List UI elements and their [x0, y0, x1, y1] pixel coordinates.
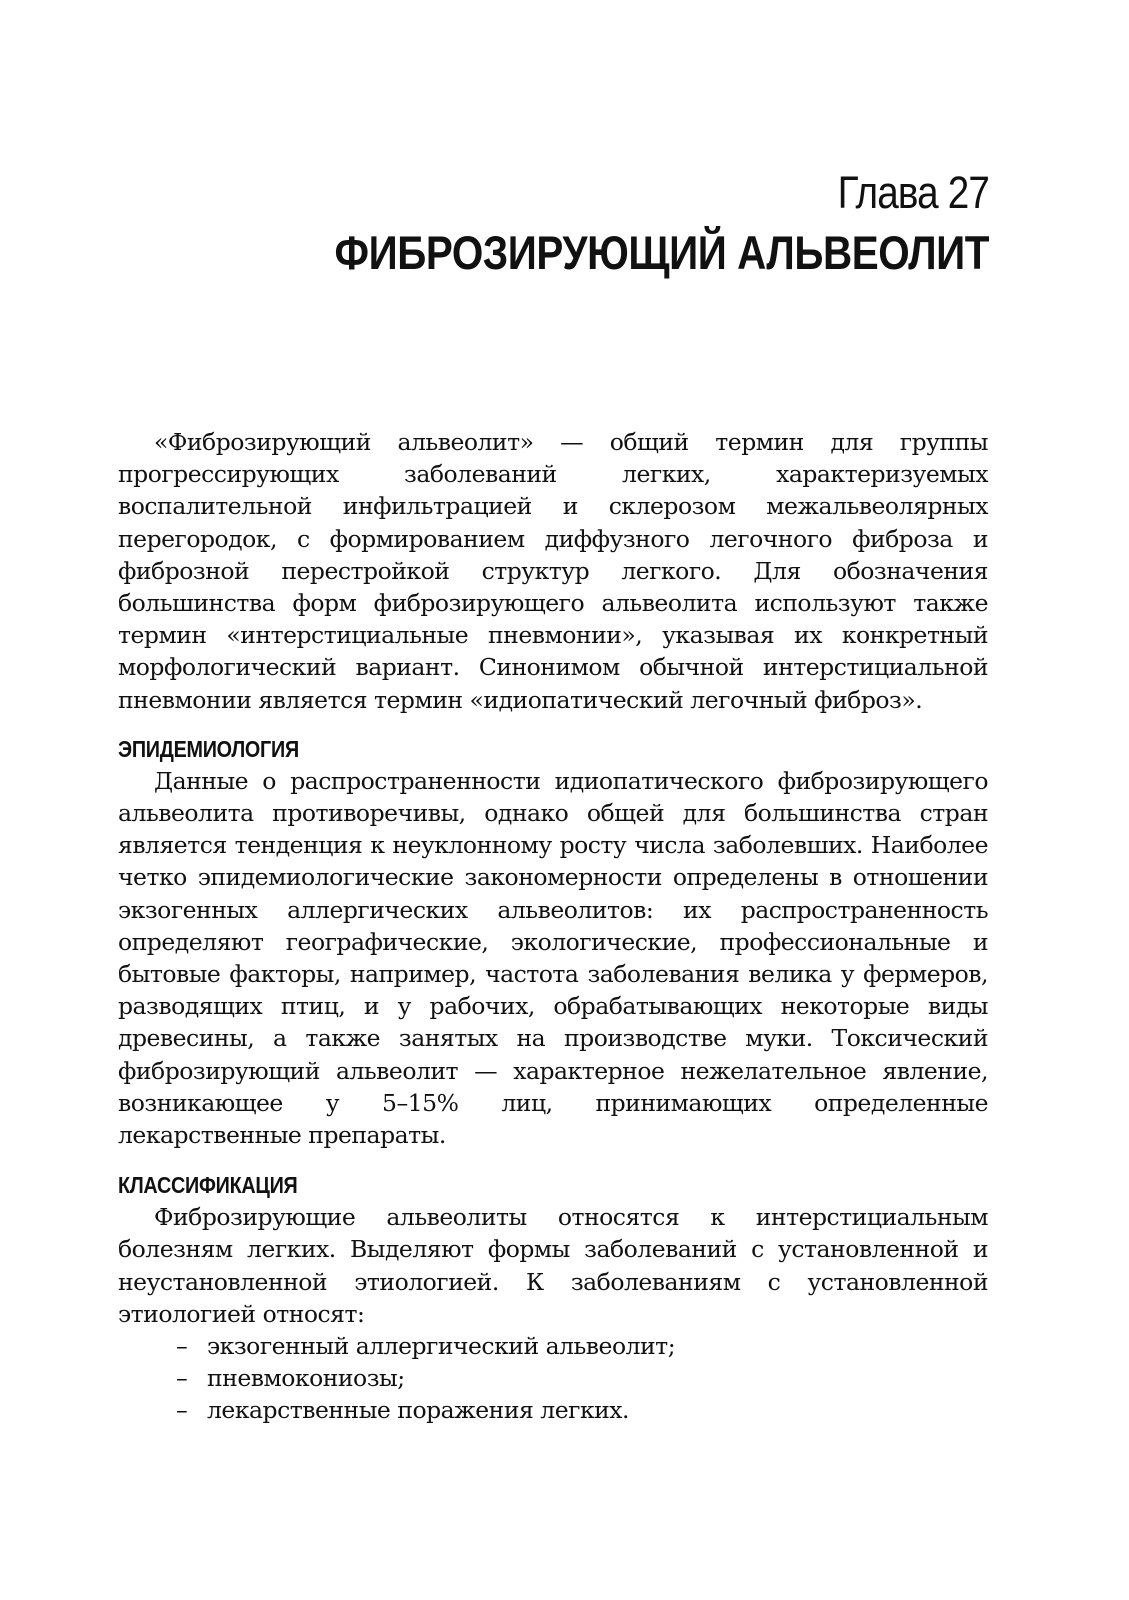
classification-paragraph: Фиброзирующие альвеолиты относятся к интерстициальным болезням легких. Выделяют формы заболеваний с установленной и неустановленной этиологией. К заболеваниям с установленной этиологией относят: [118, 1203, 988, 1328]
list-item-text: пневмокониозы; [207, 1364, 405, 1393]
list-item [118, 1394, 988, 1426]
intro-paragraph: «Фиброзирующий альвеолит» — общий термин для группы прогрессирующих заболеваний легких, характеризуемых воспалительной инфильтрацией и склерозом межальвеолярных перегородок, с формированием диффузного легочного фиброза и фиброзной перестройкой структур легкого. Для обозначения большинства форм фиброзирующего альвеолита используют также термин «интерстициальные пневмонии», указывая их конкретный морфологический вариант. Синонимом обычной интерстициальной пневмонии является термин «идиопатический легочный фиброз». [118, 428, 988, 714]
epidemiology-paragraph: Данные о распространенности идиопатического фиброзирующего альвеолита противоречивы, однако общей для большинства стран является тенденция к неуклонному росту числа заболевших. Наиболее четко эпидемиологические закономерности определены в отношении экзогенных аллергических альвеолитов: их распространенность определяют географические, экологические, профессиональные и бытовые факторы, например, частота заболевания велика у фермеров, разводящих птиц, и у рабочих, обрабатывающих некоторые виды древесины, а также занятых на производстве муки. Токсический фиброзирующий альвеолит — характерное нежелательное явление, возникающее у 5–15% лиц, принимающих определенные лекарственные препараты. [118, 766, 988, 1150]
list-item [118, 1330, 988, 1362]
dash-marker: – [176, 1396, 188, 1425]
dash-marker: – [176, 1364, 188, 1393]
etiology-list [118, 1330, 988, 1427]
dash-marker: – [176, 1332, 188, 1361]
list-item [118, 1362, 988, 1394]
list-item-text: лекарственные поражения легких. [207, 1396, 630, 1425]
epidemiology-heading: ЭПИДЕМИОЛОГИЯ [118, 735, 299, 762]
chapter-body [118, 426, 988, 1427]
chapter-header [228, 165, 989, 283]
classification-heading: КЛАССИФИКАЦИЯ [118, 1172, 298, 1199]
chapter-number: Глава 27 [837, 167, 989, 218]
list-item-text: экзогенный аллергический альвеолит; [207, 1332, 676, 1361]
chapter-title: ФИБРОЗИРУЮЩИЙ АЛЬВЕОЛИТ [334, 226, 989, 279]
